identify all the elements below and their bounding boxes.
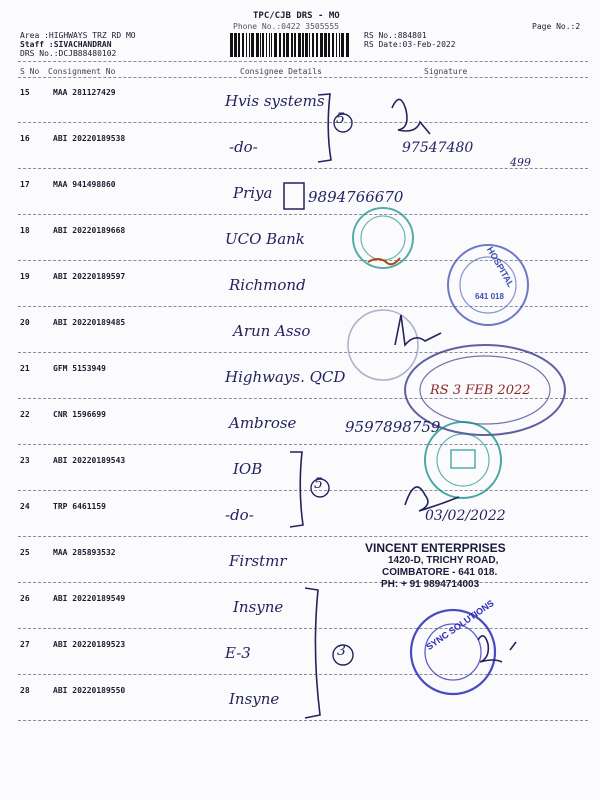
date-handwritten: 03/02/2022 [425, 508, 506, 524]
bracket-3 [305, 588, 320, 718]
staff-field: Staff :SIVACHANDRAN [20, 40, 112, 49]
row-sno: 18 [20, 226, 30, 235]
row-consignment: GFM 5153949 [53, 364, 106, 373]
row-consignee-handwritten: IOB [233, 460, 263, 478]
row-consignment: MAA 285893532 [53, 548, 116, 557]
area-field: Area :HIGHWAYS TRZ RD MO [20, 31, 136, 40]
count-label-3: 3 [337, 643, 346, 659]
row-consignment: ABI 20220189549 [53, 594, 126, 603]
row-sno: 28 [20, 686, 30, 695]
row-consignment: ABI 20220189550 [53, 686, 126, 695]
vincent-stamp-phone: PH: + 91 9894714003 [381, 579, 480, 590]
row-consignee-handwritten: UCO Bank [225, 230, 305, 248]
solutions-stamp-text: SYNC SOLUTIONS [424, 597, 496, 653]
rs-date: RS Date:03-Feb-2022 [364, 40, 456, 49]
vincent-stamp-city: COIMBATORE - 641 018. [382, 567, 498, 578]
row-consignee-handwritten: Highways. QCD [225, 368, 346, 386]
associates-stamp-icon [348, 310, 418, 380]
row-sno: 25 [20, 548, 30, 557]
signature-uco [368, 258, 400, 264]
row-consignment: MAA 281127429 [53, 88, 116, 97]
phone-number: Phone No.:0422 3505555 [233, 22, 339, 31]
hospital-stamp-text: HOSPITAL [484, 245, 516, 289]
vincent-stamp-name: VINCENT ENTERPRISES [365, 541, 506, 555]
row-consignee-handwritten: -do- [225, 506, 254, 524]
phone-box [284, 183, 304, 209]
row-sno: 27 [20, 640, 30, 649]
row-consignment: CNR 1596699 [53, 410, 106, 419]
col-header-sno: S No [20, 67, 40, 76]
stamp-date: RS 3 FEB 2022 [430, 383, 531, 398]
row-consignee-handwritten: -do- [229, 138, 258, 156]
row-sno: 15 [20, 88, 30, 97]
col-header-consignment: Consignment No [48, 67, 116, 76]
row-consignment: ABI 20220189538 [53, 134, 126, 143]
signature-1 [392, 99, 430, 134]
row-consignee-handwritten: Ambrose [229, 414, 297, 432]
row-consignee-handwritten: Insyne [233, 598, 284, 616]
row-consignee-handwritten: Priya [233, 184, 273, 202]
vincent-stamp-address: 1420-D, TRICHY ROAD, [388, 555, 499, 566]
row-consignment: ABI 20220189543 [53, 456, 126, 465]
page-title: TPC/CJB DRS - MO [253, 11, 340, 21]
row-sno: 26 [20, 594, 30, 603]
row-sno: 21 [20, 364, 30, 373]
row-consignment: TRP 6461159 [53, 502, 106, 511]
row-consignment: ABI 20220189523 [53, 640, 126, 649]
row-sno: 17 [20, 180, 30, 189]
phone-handwritten-3: 9597898759 [345, 418, 441, 436]
hospital-stamp-pin: 641 018 [475, 292, 504, 301]
col-header-signature: Signature [424, 67, 468, 76]
phone-handwritten-2: 9894766670 [308, 188, 404, 206]
row-consignee-handwritten: Hvis systems [225, 92, 325, 110]
bracket-2 [290, 452, 303, 527]
drs-number: DRS No.:DCJB88480102 [20, 49, 117, 58]
row-sno: 24 [20, 502, 30, 511]
row-consignee-handwritten: Richmond [229, 276, 306, 294]
row-sno: 22 [20, 410, 30, 419]
bank-stamp-icon [353, 208, 413, 268]
row-consignee-handwritten: Firstmr [229, 552, 287, 570]
row-sno: 23 [20, 456, 30, 465]
row-sno: 19 [20, 272, 30, 281]
row-consignee-handwritten: E-3 [225, 644, 251, 662]
count-label-2: 5 [314, 476, 323, 492]
row-consignment: MAA 941498860 [53, 180, 116, 189]
row-consignment: ABI 20220189597 [53, 272, 126, 281]
row-consignee-handwritten: Insyne [229, 690, 280, 708]
rs-number: RS No.:884801 [364, 31, 427, 40]
bracket-1 [318, 94, 331, 162]
phone-handwritten-1b: 499 [510, 156, 531, 169]
row-sno: 16 [20, 134, 30, 143]
col-header-consignee: Consignee Details [240, 67, 322, 76]
row-consignment: ABI 20220189485 [53, 318, 126, 327]
phone-handwritten-1: 97547480 [402, 140, 474, 156]
row-consignment: ABI 20220189668 [53, 226, 126, 235]
row-consignee-handwritten: Arun Asso [233, 322, 311, 340]
row-sno: 20 [20, 318, 30, 327]
page-number: Page No.:2 [532, 22, 581, 31]
count-label-1: 5 [336, 111, 345, 127]
signature-insyne [478, 636, 516, 662]
